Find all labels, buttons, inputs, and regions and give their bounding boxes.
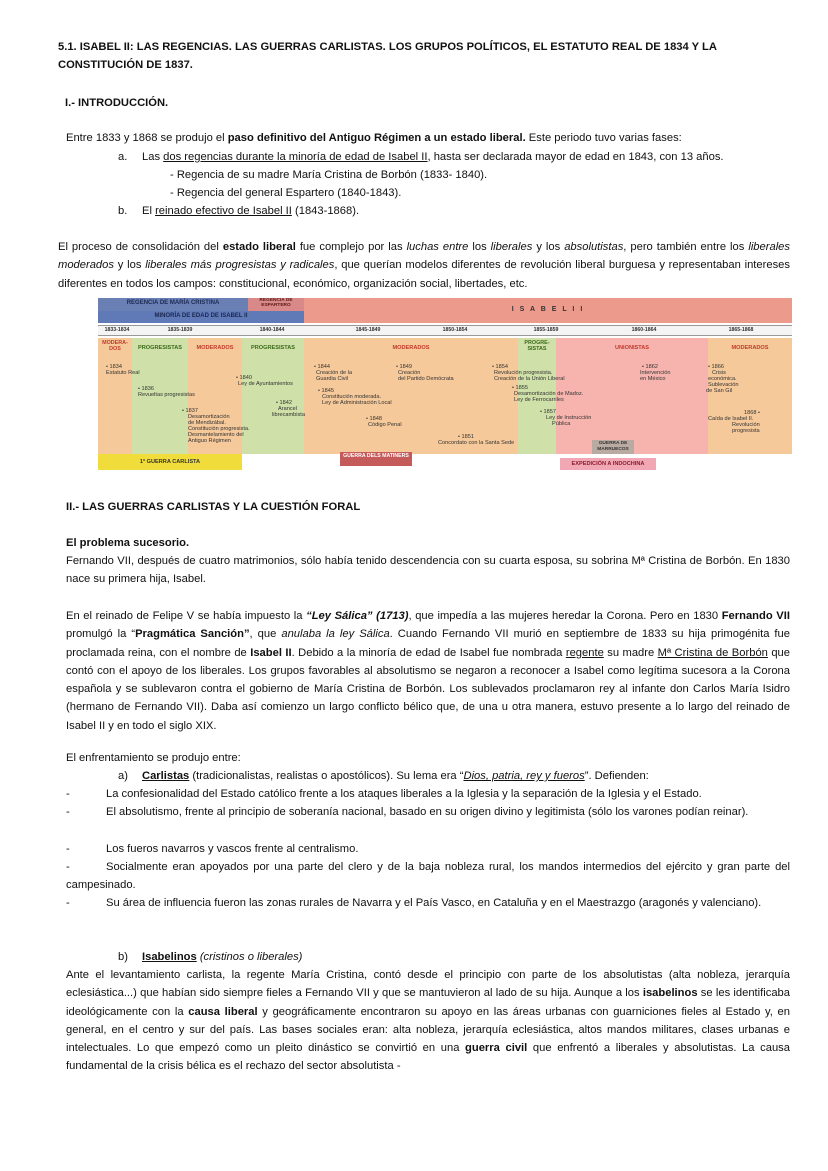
text: que contó con el apoyo de los liberales. Los grupos favorables al absolutismo se negaron a reconocer a Isabel como legítima sucesora a la Corona española y se sublevaron contra el gobierno de María Cristina de Borbón. Los sublevados proclamaron rey al infante don Carlos María Isidro (hermano de Fernando VII). Daba así comienzo un largo conflicto bélico que, de una u otra manera, estuvo presente a lo largo del reinado de Isabel II y en todo el siglo XIX. xyxy=(66,646,790,732)
dash: - xyxy=(66,788,70,800)
text: su madre xyxy=(603,646,658,659)
text: , que impedía a las mujeres heredar la Corona. Pero en 1830 xyxy=(408,610,722,622)
timeline-figure xyxy=(72,298,792,474)
period-3: 1840-1844 xyxy=(259,327,285,333)
text: Este periodo tuvo varias fases: xyxy=(525,132,682,144)
event-text: Crisis xyxy=(712,370,726,376)
underlined-text: reinado efectivo de Isabel II xyxy=(155,205,292,217)
dash: - xyxy=(66,897,70,909)
event-text: Ley de Ayuntamientos xyxy=(238,381,293,387)
bold-text: paso definitivo del Antiguo Régimen a un estado liberal. xyxy=(227,132,526,144)
bold-text: guerra civil xyxy=(465,1042,528,1055)
group-label: PROGRESISTAS xyxy=(137,345,183,351)
event-text: Revolución xyxy=(732,422,760,428)
text: , hasta ser declarada mayor de edad en 1843, con 13 años. xyxy=(427,151,724,163)
page-title: 5.1. ISABEL II: LAS REGENCIAS. LAS GUERRAS CARLISTAS. LOS GRUPOS POLÍTICOS, EL ESTATUTO REAL DE 1834 Y LA CONSTITUCIÓN DE 1837. xyxy=(58,41,717,71)
event-text: progresista xyxy=(732,428,760,434)
isabelinos-item xyxy=(142,948,782,966)
label-isabel: I S A B E L I I xyxy=(511,306,585,313)
defiende-2: El absolutismo, frente al principio de soberanía nacional, basado en su origen divino y legitimista (sólo los varones podían reinar). xyxy=(106,806,749,818)
text: se les identificaba ideológicamente con la xyxy=(66,987,791,1018)
event-text: de Mendizábal. xyxy=(188,420,226,426)
text: ”. Defienden: xyxy=(584,770,649,782)
event-year: • 1851 xyxy=(458,434,474,440)
event-text: Revueltas progresistas xyxy=(138,392,195,398)
event-text: librecambista xyxy=(272,412,305,418)
italic-text: luchas entre xyxy=(406,241,469,253)
text: fue complejo por las xyxy=(295,241,407,253)
list-marker-a: a. xyxy=(118,151,128,163)
period-6: 1855-1859 xyxy=(533,327,559,333)
event-text: Antiguo Régimen xyxy=(188,438,231,444)
event-text: Estatuto Real xyxy=(106,370,140,376)
bold-italic-text: “Ley Sálica” (1713) xyxy=(306,610,409,622)
event-text: Ley de Instrucción xyxy=(546,415,592,421)
group-label: MODERADOS xyxy=(731,345,769,351)
dash: - xyxy=(66,843,70,855)
defiende-3: Los fueros navarros y vascos frente al centralismo. xyxy=(106,843,359,855)
period-4: 1845-1849 xyxy=(355,327,381,333)
italic-text: liberales moderados xyxy=(58,241,790,272)
event-text: Constitución progresista. xyxy=(188,426,250,432)
defiende-4: Socialmente eran apoyados por una parte del clero y de la baja nobleza rural, los mandos intermedios del ejército y gran parte del campesinado. xyxy=(66,861,790,892)
italic-text: liberales más progresistas y radicales xyxy=(145,259,335,272)
text: (tradicionalistas, realistas o apostólicos). Su lema era “ xyxy=(189,770,464,782)
event-year: 1868 • xyxy=(744,410,760,416)
event-text: Creación de la Unión Liberal xyxy=(494,376,565,382)
event-text: Creación de la xyxy=(316,370,353,376)
paragraph-problema: Fernando VII, después de cuatro matrimonios, sólo había tenido descendencia con su cuarta esposa, su sobrina Mª Cristina de Borbón. En 1830 nace su primera hija, Isabel. xyxy=(66,555,790,586)
text: Ante el levantamiento carlista, la regente María Cristina, contó desde el principio con parte de los absolutistas (alta nobleza, jerarquía eclesiástica...) que habían sido siempre fieles a Fernando VII y que se mantuvieron al lado de su hija. Aunque a los xyxy=(66,969,790,1000)
label-regencia-mc: REGENCIA DE MARÍA CRISTINA xyxy=(126,300,220,306)
event-year: • 1845 xyxy=(318,388,334,394)
period-2: 1835-1839 xyxy=(167,327,193,333)
text: y los xyxy=(532,241,565,253)
dash: - xyxy=(66,861,70,873)
list-item-a xyxy=(142,148,802,166)
group-label: UNIONISTAS xyxy=(614,345,650,351)
regency-2: - Regencia del general Espartero (1840-1843). xyxy=(170,187,402,199)
group-label: PROGRE-SISTAS xyxy=(524,340,550,352)
label-guerra-carlista: 1ª GUERRA CARLISTA xyxy=(139,459,201,465)
text: promulgó la “ xyxy=(66,628,136,641)
dash: - xyxy=(66,806,70,818)
event-text: del Partido Demócrata xyxy=(398,376,454,382)
period-7: 1860-1864 xyxy=(631,327,657,333)
text: (1843-1868). xyxy=(291,205,360,217)
text: El proceso de consolidación del xyxy=(58,241,223,253)
subheading-problema: El problema sucesorio. xyxy=(66,537,190,549)
event-text: Creación xyxy=(398,370,421,376)
event-year: • 1866 xyxy=(708,364,724,370)
defiende-5: Su área de influencia fueron las zonas rurales de Navarra y el País Vasco, en Cataluña y en el Maestrazgo (aragonés y valenciano). xyxy=(106,897,762,909)
regency-1: - Regencia de su madre María Cristina de Borbón (1833- 1840). xyxy=(170,169,488,181)
event-text: Pública xyxy=(552,421,571,427)
event-year: • 1834 xyxy=(106,364,122,370)
section-heading-intro: I.- INTRODUCCIÓN. xyxy=(65,97,169,109)
event-text: Guardia Civil xyxy=(316,376,349,382)
italic-text: anulaba la ley Sálica xyxy=(281,628,390,641)
bold-underlined-text: Isabelinos xyxy=(142,951,197,963)
italic-underlined-text: Dios, patria, rey y fueros xyxy=(463,770,585,782)
event-year: • 1848 xyxy=(366,416,382,422)
event-text: Desamortización de Madoz. xyxy=(514,391,584,397)
bold-text: Isabel II xyxy=(250,646,292,659)
list-marker-a: a) xyxy=(118,770,128,782)
event-year: • 1854 xyxy=(492,364,508,370)
event-text: Sublevación xyxy=(708,382,739,388)
group-label: PROGRESISTAS xyxy=(250,345,296,351)
label-guerra-marruecos: GUERRA DE MARRUECOS xyxy=(597,441,629,452)
text: Entre 1833 y 1868 se produjo el xyxy=(66,132,228,144)
period-8: 1865-1868 xyxy=(728,327,754,333)
underlined-text: Mª Cristina de Borbón xyxy=(657,646,768,659)
text: , pero también entre los xyxy=(623,241,749,253)
event-text: Desmantelamiento del xyxy=(188,432,244,438)
text: y geográficamente encontraron su apoyo en las áreas urbanas con guarniciones fieles al Estado y, en general, en el centro y sur del país. Las bases sociales eran: alta nobleza, jerarquía eclesiástica, altos mandos militares, clases urbanas e intelectuales. Lo que empezó como un pleito dinástico se convirtió en una xyxy=(66,1005,790,1055)
event-year: • 1840 xyxy=(236,375,252,381)
event-text: Ley de Ferrocarriles xyxy=(514,397,564,403)
defiende-1: La confesionalidad del Estado católico frente a los ataques liberales a la Iglesia y la separación de la Iglesia y el Estado. xyxy=(106,788,702,800)
group-label: MODERADOS xyxy=(392,345,430,351)
event-year: • 1844 xyxy=(314,364,330,370)
label-expedicion: EXPEDICIÓN A INDOCHINA xyxy=(571,461,645,467)
event-year: • 1842 xyxy=(276,400,292,406)
paragraph-isabelinos xyxy=(66,966,790,1076)
label-minoria: MINORÍA DE EDAD DE ISABEL II xyxy=(154,313,248,319)
event-text: económica. xyxy=(708,376,737,382)
event-text: Código Penal xyxy=(368,422,402,428)
list-item-b xyxy=(142,202,742,220)
event-year: • 1857 xyxy=(540,409,556,415)
section-heading-carlistas: II.- LAS GUERRAS CARLISTAS Y LA CUESTIÓN FORAL xyxy=(66,501,361,513)
text: , que querían modelos diferentes de revolución liberal burguesa y representaban intereses diferentes en todos los campos: constitucional, económico, organización social, libertades, etc. xyxy=(58,259,790,290)
italic-text: liberales xyxy=(490,241,533,253)
event-text: en México xyxy=(640,376,666,382)
bold-text: estado liberal xyxy=(222,241,296,253)
period-5: 1850-1854 xyxy=(442,327,468,333)
bold-underlined-text: Carlistas xyxy=(142,770,190,782)
underlined-text: regente xyxy=(565,646,604,659)
col-progresistas-2 xyxy=(242,338,304,454)
italic-text: absolutistas xyxy=(564,241,624,253)
bold-text: isabelinos xyxy=(642,987,698,1000)
intro-paragraph-2 xyxy=(58,238,790,293)
event-year: • 1862 xyxy=(642,364,658,370)
underlined-text: dos regencias durante la minoría de edad de Isabel II xyxy=(163,151,428,163)
text: los xyxy=(468,241,491,253)
list-marker-b: b) xyxy=(118,951,128,963)
paragraph-sucesion xyxy=(66,607,790,735)
event-year: • 1855 xyxy=(512,385,528,391)
text: . Cuando Fernando VII murió en septiembre de 1833 su hija primogénita fue proclamada reina, con el nombre de xyxy=(66,628,790,659)
event-text: Ley de Administración Local xyxy=(322,400,392,406)
list-marker-b: b. xyxy=(118,205,128,217)
bold-text: Fernando VII xyxy=(721,610,790,622)
event-text: de San Gil xyxy=(706,388,733,394)
event-text: Intervención xyxy=(640,370,671,376)
text: El xyxy=(142,205,156,217)
text: , que xyxy=(249,628,282,641)
col-moderados-4 xyxy=(708,338,792,454)
bold-text: causa liberal xyxy=(188,1005,258,1018)
event-text: Caída de Isabel II. xyxy=(708,416,754,422)
enfrentamiento-intro: El enfrentamiento se produjo entre: xyxy=(66,752,241,764)
intro-paragraph xyxy=(66,129,798,147)
col-moderados-1 xyxy=(98,338,132,454)
group-label: MODERA-DOS xyxy=(102,340,128,352)
event-text: Concordato con la Santa Sede xyxy=(438,440,515,446)
italic-text: (cristinos o liberales) xyxy=(196,951,303,963)
period-1: 1833-1834 xyxy=(104,327,130,333)
event-text: Revolución progresista. xyxy=(494,370,553,376)
text: Las xyxy=(142,151,164,163)
event-year: • 1849 xyxy=(396,364,412,370)
text: . Debido a la minoría de edad de Isabel fue nombrada xyxy=(291,646,566,659)
label-regencia-espartero: REGENCIA DE ESPARTERO xyxy=(259,298,293,309)
event-text: Arancel xyxy=(278,406,297,412)
event-year: • 1837 xyxy=(182,408,198,414)
bold-text: Pragmática Sanción” xyxy=(135,628,250,641)
event-text: Constitución moderada. xyxy=(322,394,382,400)
text: En el reinado de Felipe V se había impuesto la xyxy=(66,610,307,622)
event-text: Desamortización xyxy=(188,414,230,420)
carlistas-item xyxy=(142,767,782,785)
label-guerra-matiners: GUERRA DELS MATINERS xyxy=(343,453,409,459)
event-year: • 1836 xyxy=(138,386,154,392)
group-label: MODERADOS xyxy=(196,345,234,351)
text: que enfrentó a liberales y absolutistas. La causa fundamental de la crisis bélica es el rechazo del sector absolutista - xyxy=(66,1042,790,1073)
text: y los xyxy=(113,259,146,272)
